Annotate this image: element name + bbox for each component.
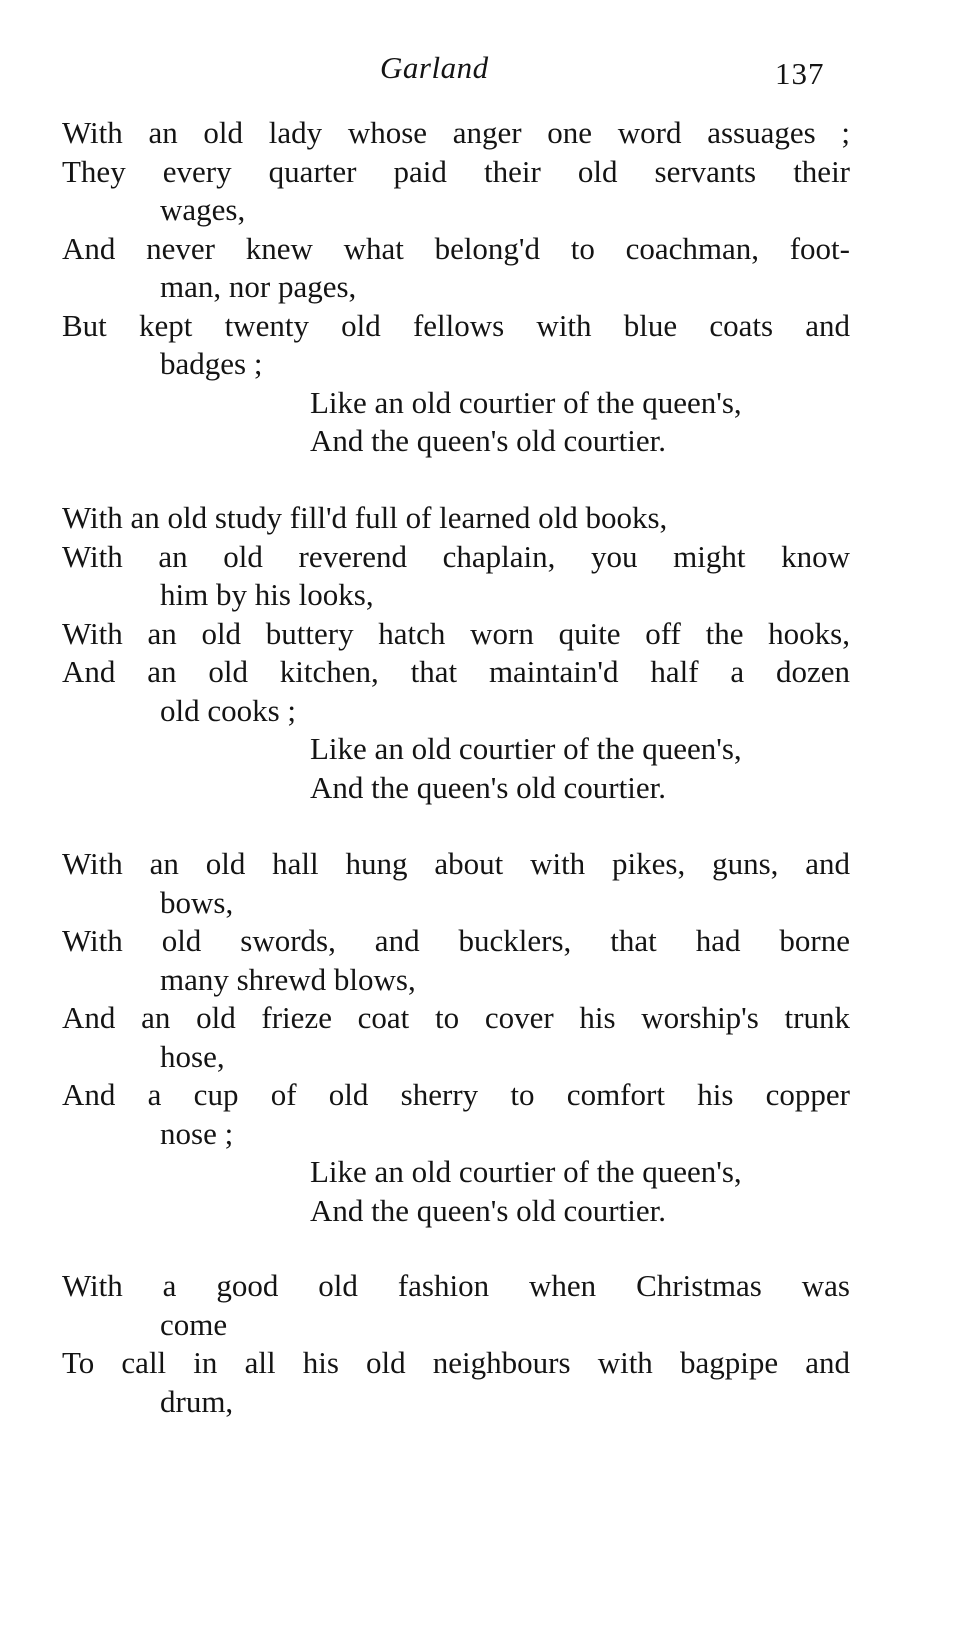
running-head: [0, 50, 979, 100]
verse-line: With an old hall hung about with pikes, guns, and: [62, 846, 850, 881]
verse-line: To call in all his old neighbours with bagpipe and: [62, 1345, 850, 1380]
stanza-2: [62, 499, 850, 807]
verse-line-continuation: him by his looks,: [160, 577, 374, 612]
verse-line-continuation: bows,: [160, 884, 234, 920]
verse-line: And an old frieze coat to cover his worship's trunk: [62, 1000, 850, 1035]
verse-line: With a good old fashion when Christmas was: [62, 1268, 850, 1303]
verse-line-continuation: nose ;: [160, 1115, 234, 1151]
verse-line: And an old kitchen, that maintain'd half a dozen: [62, 654, 850, 689]
verse-line: With an old study fill'd full of learned old books,: [62, 500, 668, 535]
refrain-line: And the queen's old courtier.: [310, 1192, 666, 1228]
verse-line: With an old buttery hatch worn quite off the hooks,: [62, 615, 850, 651]
verse-line: With an old reverend chaplain, you might know: [62, 538, 850, 574]
verse-line: But kept twenty old fellows with blue coats and: [62, 307, 850, 343]
stanza-4: [62, 1267, 850, 1421]
verse-line: And a cup of old sherry to comfort his copper: [62, 1077, 850, 1112]
verse-line-continuation: man, nor pages,: [160, 269, 357, 304]
refrain-line: And the queen's old courtier.: [310, 769, 666, 805]
stanza-3: [62, 845, 850, 1230]
stanza-1: [62, 114, 850, 461]
verse-line-continuation: drum,: [160, 1383, 234, 1419]
verse-line: And never knew what belong'd to coachman, foot-: [62, 230, 850, 266]
refrain-line: Like an old courtier of the queen's,: [310, 731, 742, 766]
page-number: 137: [775, 56, 825, 91]
refrain-line: And the queen's old courtier.: [310, 423, 666, 458]
running-title: Garland: [380, 50, 489, 85]
verse-line: They every quarter paid their old servants their: [62, 153, 850, 189]
verse-line-continuation: hose,: [160, 1038, 225, 1074]
refrain-line: Like an old courtier of the queen's,: [310, 1154, 742, 1189]
verse-line-continuation: badges ;: [160, 346, 263, 381]
refrain-line: Like an old courtier of the queen's,: [310, 384, 742, 420]
verse-line-continuation: wages,: [160, 192, 246, 227]
verse-line: With an old lady whose anger one word assuages ;: [62, 115, 850, 150]
verse-line-continuation: old cooks ;: [160, 692, 297, 728]
verse-line-continuation: many shrewd blows,: [160, 961, 416, 997]
verse-line: With old swords, and bucklers, that had borne: [62, 923, 850, 958]
verse-line-continuation: come: [160, 1306, 228, 1342]
